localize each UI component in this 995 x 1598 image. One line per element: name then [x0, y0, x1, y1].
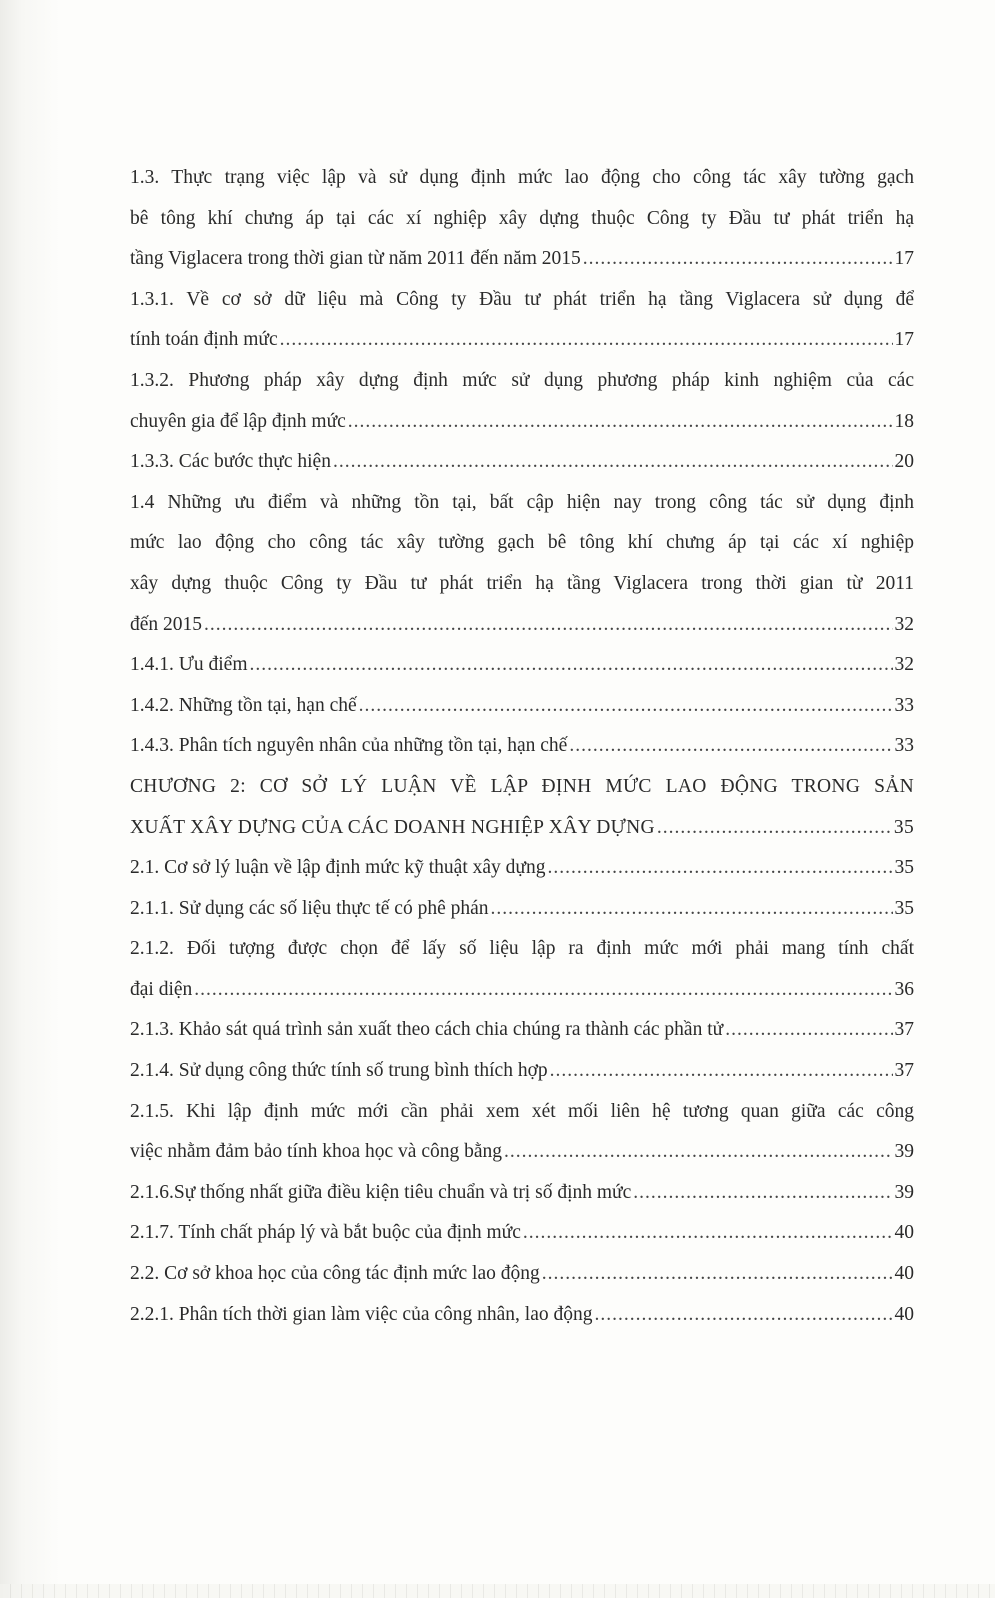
toc-page-number: 40: [894, 1222, 914, 1244]
toc-entry-last-line: [130, 889, 914, 930]
dot-leader: [547, 848, 892, 889]
toc-entry: [130, 726, 914, 767]
toc-page-number: 40: [894, 1263, 914, 1285]
dot-leader: [583, 239, 893, 280]
toc-page-number: 39: [894, 1181, 914, 1203]
toc-chapter-entry: [130, 767, 914, 848]
toc-page-number: 33: [894, 694, 914, 716]
toc-entry: [130, 158, 914, 280]
toc-entry-title: 2.1. Cơ sở lý luận về lập định mức kỹ thuật xây dựng: [130, 857, 546, 879]
dot-leader: [491, 889, 893, 930]
dot-leader: [204, 605, 892, 646]
toc-page-number: 39: [894, 1141, 914, 1163]
toc-entry-last-line: [130, 970, 914, 1011]
toc-entry-line: 1.3. Thực trạng việc lập và sử dụng định mức lao động cho công tác xây tường gạch: [130, 167, 914, 188]
toc-entry: [130, 483, 914, 645]
toc-entry: [130, 1213, 914, 1254]
dot-leader: [359, 686, 893, 727]
toc-entry-line: 2.1.5. Khi lập định mức mới cần phải xem xét mối liên hệ tương quan giữa các công: [130, 1100, 914, 1122]
toc-entry-line: 1.3.2. Phương pháp xây dựng định mức sử dụng phương pháp kinh nghiệm của các: [130, 369, 914, 391]
toc-entry: [130, 1092, 914, 1173]
toc-entry-last-line: [130, 442, 914, 483]
toc-entry-title: tầng Viglacera trong thời gian từ năm 2011 đến năm 2015: [130, 248, 581, 270]
dot-leader: [523, 1213, 893, 1254]
dot-leader: [595, 1295, 893, 1336]
toc-entry-last-line: [130, 1010, 914, 1051]
toc-page-number: 35: [893, 816, 914, 838]
toc-entry: [130, 1051, 914, 1092]
toc-entry: [130, 1010, 914, 1051]
toc-entry-line: mức lao động cho công tác xây tường gạch bê tông khí chưng áp tại các xí nghiệp: [130, 532, 914, 554]
toc-entry: [130, 1173, 914, 1214]
toc-entry-title: 2.1.4. Sử dụng công thức tính số trung bình thích hợp: [130, 1060, 548, 1082]
toc-entry-last-line: [130, 1213, 914, 1254]
toc-entry-title: XUẤT XÂY DỰNG CỦA CÁC DOANH NGHIỆP XÂY DỰNG: [130, 816, 655, 838]
toc-entry-line: 1.4 Những ưu điểm và những tồn tại, bất cập hiện nay trong công tác sử dụng định: [130, 491, 914, 513]
toc-entry: [130, 686, 914, 727]
toc-entry-title: 2.1.7. Tính chất pháp lý và bắt buộc của định mức: [130, 1222, 521, 1244]
dot-leader: [569, 726, 892, 767]
toc-entry-last-line: [130, 1051, 914, 1092]
toc-entry-title: tính toán định mức: [130, 329, 278, 351]
toc-page-number: 35: [894, 897, 914, 919]
toc-page-number: 37: [894, 1060, 914, 1082]
dot-leader: [633, 1173, 892, 1214]
toc-entry-last-line: [130, 808, 914, 849]
toc-entry-line: 1.3.1. Về cơ sở dữ liệu mà Công ty Đầu tư phát triển hạ tầng Viglacera sử dụng để: [130, 288, 914, 310]
toc-entry-last-line: [130, 1254, 914, 1295]
toc-entry: [130, 442, 914, 483]
toc-entry-line: xây dựng thuộc Công ty Đầu tư phát triển hạ tầng Viglacera trong thời gian từ 2011: [130, 572, 914, 594]
toc-entry-last-line: [130, 726, 914, 767]
toc-entry-last-line: [130, 239, 914, 280]
toc-page-number: 37: [894, 1019, 914, 1041]
toc-entry-title: 1.3.3. Các bước thực hiện: [130, 451, 331, 473]
toc-entry-title: việc nhằm đảm bảo tính khoa học và công bằng: [130, 1141, 503, 1163]
toc-entry-last-line: [130, 605, 914, 646]
toc-entry: [130, 929, 914, 1010]
toc-page-number: 18: [894, 410, 914, 432]
toc-entry: [130, 280, 914, 361]
dot-leader: [657, 808, 892, 849]
dot-leader: [348, 402, 893, 443]
toc-entry-line: 2.1.2. Đối tượng được chọn để lấy số liệu lập ra định mức mới phải mang tính chất: [130, 938, 914, 960]
toc-entry: [130, 1295, 914, 1336]
toc-entry-last-line: [130, 686, 914, 727]
toc-entry-title: 2.1.6.Sự thống nhất giữa điều kiện tiêu chuẩn và trị số định mức: [130, 1181, 632, 1203]
toc-page-number: 17: [894, 248, 914, 270]
toc-entry-title: 2.2. Cơ sở khoa học của công tác định mức lao động: [130, 1263, 540, 1285]
dot-leader: [280, 320, 893, 361]
dot-leader: [194, 970, 892, 1011]
toc-entry-title: 2.1.3. Khảo sát quá trình sản xuất theo cách chia chúng ra thành các phần tử: [130, 1019, 724, 1041]
dot-leader: [542, 1254, 893, 1295]
dot-leader: [333, 442, 893, 483]
toc-page-number: 32: [894, 654, 914, 676]
toc-entry-line: bê tông khí chưng áp tại các xí nghiệp xây dựng thuộc Công ty Đầu tư phát triển hạ: [130, 207, 914, 229]
toc-entry-title: 1.4.1. Ưu điểm: [130, 654, 248, 676]
toc-entry-last-line: [130, 848, 914, 889]
toc-entry-last-line: [130, 645, 914, 686]
toc-entry-title: đại diện: [130, 978, 193, 1000]
toc-entry-title: 1.4.3. Phân tích nguyên nhân của những tồn tại, hạn chế: [130, 735, 568, 757]
toc-page-number: 33: [894, 735, 914, 757]
dot-leader: [725, 1010, 892, 1051]
toc-entry-line: CHƯƠNG 2: CƠ SỞ LÝ LUẬN VỀ LẬP ĐỊNH MỨC LAO ĐỘNG TRONG SẢN: [130, 775, 914, 797]
dot-leader: [550, 1051, 893, 1092]
toc-entry-title: 2.2.1. Phân tích thời gian làm việc của công nhân, lao động: [130, 1303, 593, 1325]
toc-entry: [130, 1254, 914, 1295]
toc-page-number: 36: [894, 978, 914, 1000]
page-bottom-edge: [0, 1584, 995, 1598]
toc-page-number: 40: [894, 1303, 914, 1325]
toc-entry-title: chuyên gia để lập định mức: [130, 410, 346, 432]
dot-leader: [250, 645, 893, 686]
toc-entry-title: 1.4.2. Những tồn tại, hạn chế: [130, 694, 357, 716]
toc-entry-last-line: [130, 320, 914, 361]
toc-page-number: 17: [894, 329, 914, 351]
toc-entry-last-line: [130, 1173, 914, 1214]
toc-entry-last-line: [130, 402, 914, 443]
toc-entry: [130, 645, 914, 686]
toc-page-number: 35: [894, 857, 914, 879]
toc-entry-title: 2.1.1. Sử dụng các số liệu thực tế có phê phán: [130, 897, 489, 919]
table-of-contents: [130, 158, 914, 1335]
toc-entry: [130, 889, 914, 930]
toc-entry-last-line: [130, 1132, 914, 1173]
toc-entry: [130, 848, 914, 889]
toc-entry-last-line: [130, 1295, 914, 1336]
dot-leader: [504, 1132, 892, 1173]
toc-entry: [130, 361, 914, 442]
toc-entry-title: đến 2015: [130, 613, 203, 635]
toc-page-number: 20: [894, 451, 914, 473]
toc-page-number: 32: [894, 613, 914, 635]
